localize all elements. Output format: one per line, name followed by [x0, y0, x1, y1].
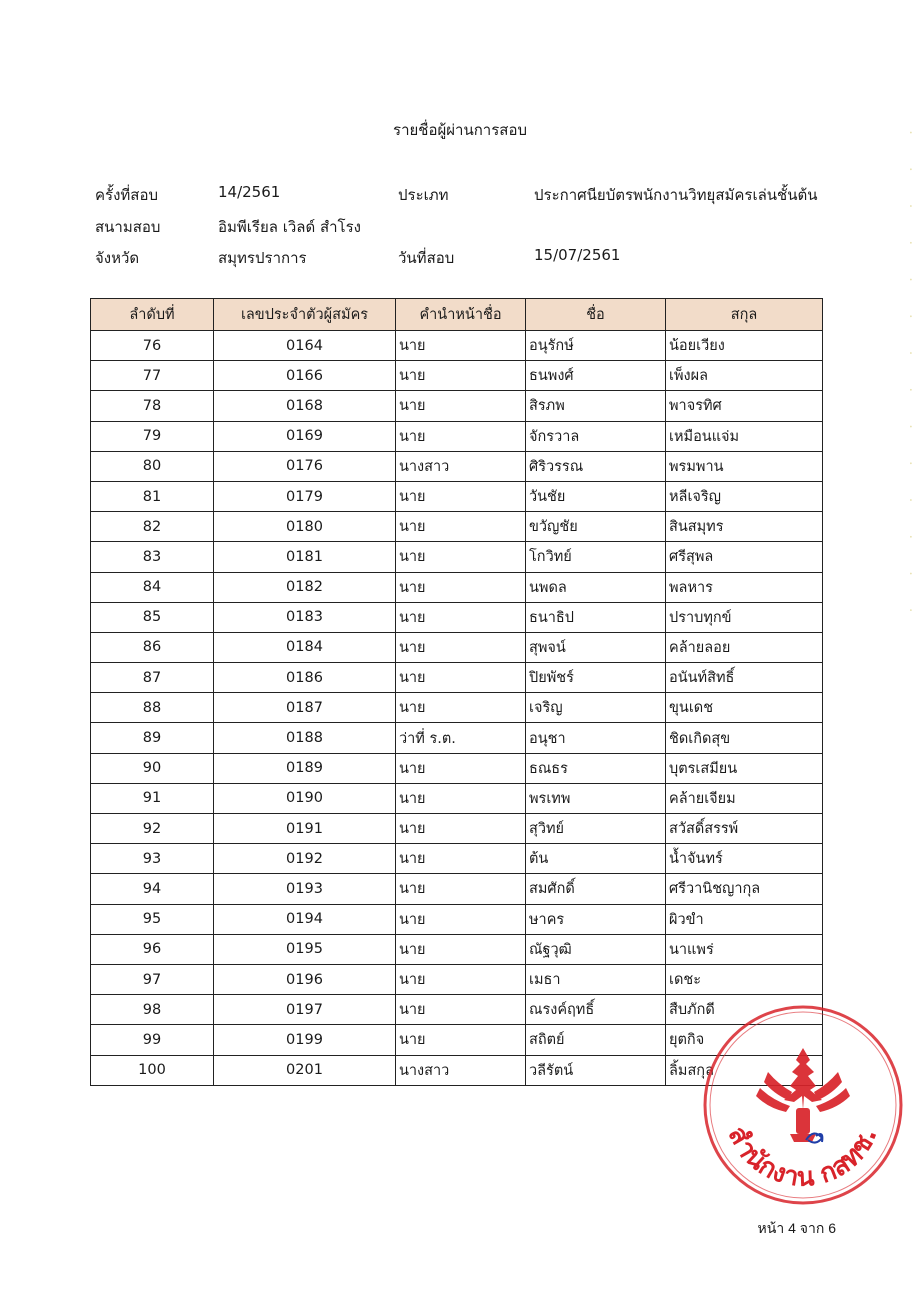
cell-last-name: พาจรทิศ: [666, 391, 823, 421]
type-value: ประกาศนียบัตรพนักงานวิทยุสมัครเล่นชั้นต้น: [534, 186, 818, 204]
cell-order: 96: [91, 934, 214, 964]
cell-prefix: นาย: [396, 1025, 526, 1055]
cell-order: 90: [91, 753, 214, 783]
cell-last-name: หลีเจริญ: [666, 481, 823, 511]
venue-value: อิมพีเรียล เวิลด์ สำโรง: [218, 218, 361, 236]
cell-order: 79: [91, 421, 214, 451]
cell-first-name: สุวิทย์: [526, 814, 666, 844]
cell-last-name: ปราบทุกข์: [666, 602, 823, 632]
cell-first-name: อนุรักษ์: [526, 331, 666, 361]
cell-order: 78: [91, 391, 214, 421]
cell-prefix: นาย: [396, 572, 526, 602]
cell-last-name: คล้ายลอย: [666, 632, 823, 662]
cell-last-name: น้อยเวียง: [666, 331, 823, 361]
cell-first-name: ศิริวรรณ: [526, 451, 666, 481]
cell-prefix: นาย: [396, 874, 526, 904]
table-row: [91, 572, 823, 602]
cell-last-name: ลิ้มสกุล: [666, 1055, 823, 1085]
table-row: [91, 753, 823, 783]
cell-prefix: นาย: [396, 904, 526, 934]
cell-applicant-id: 0180: [214, 512, 396, 542]
table-row: [91, 844, 823, 874]
cell-prefix: นาย: [396, 542, 526, 572]
cell-order: 94: [91, 874, 214, 904]
cell-first-name: สมศักดิ์: [526, 874, 666, 904]
cell-applicant-id: 0187: [214, 693, 396, 723]
cell-order: 88: [91, 693, 214, 723]
cell-applicant-id: 0181: [214, 542, 396, 572]
cell-first-name: สิรภพ: [526, 391, 666, 421]
cell-prefix: นาย: [396, 783, 526, 813]
cell-prefix: นาย: [396, 995, 526, 1025]
cell-prefix: นาย: [396, 632, 526, 662]
table-row: [91, 723, 823, 753]
cell-order: 77: [91, 361, 214, 391]
cell-first-name: ขวัญชัย: [526, 512, 666, 542]
table-row: [91, 814, 823, 844]
cell-first-name: ปิยพัชร์: [526, 663, 666, 693]
cell-last-name: ขุนเดช: [666, 693, 823, 723]
table-row: [91, 542, 823, 572]
cell-first-name: ณรงค์ฤทธิ์: [526, 995, 666, 1025]
table-row: [91, 904, 823, 934]
cell-order: 100: [91, 1055, 214, 1085]
table-row: [91, 663, 823, 693]
cell-prefix: นาย: [396, 844, 526, 874]
cell-order: 76: [91, 331, 214, 361]
cell-first-name: จักรวาล: [526, 421, 666, 451]
cell-prefix: นาย: [396, 421, 526, 451]
table-row: [91, 964, 823, 994]
cell-first-name: เจริญ: [526, 693, 666, 723]
cell-applicant-id: 0191: [214, 814, 396, 844]
table-row: [91, 421, 823, 451]
table-row: [91, 874, 823, 904]
cell-first-name: เมธา: [526, 964, 666, 994]
cell-last-name: เพ็งผล: [666, 361, 823, 391]
column-header-order: ลำดับที่: [91, 299, 214, 331]
cell-first-name: ธณธร: [526, 753, 666, 783]
cell-order: 97: [91, 964, 214, 994]
cell-order: 85: [91, 602, 214, 632]
cell-applicant-id: 0197: [214, 995, 396, 1025]
cell-order: 99: [91, 1025, 214, 1055]
cell-prefix: นางสาว: [396, 451, 526, 481]
cell-prefix: นาย: [396, 361, 526, 391]
cell-prefix: นาย: [396, 331, 526, 361]
cell-first-name: สุพจน์: [526, 632, 666, 662]
cell-first-name: วลีรัตน์: [526, 1055, 666, 1085]
cell-first-name: อนุชา: [526, 723, 666, 753]
cell-last-name: อนันท์สิทธิ์: [666, 663, 823, 693]
cell-order: 86: [91, 632, 214, 662]
cell-applicant-id: 0193: [214, 874, 396, 904]
page-number: หน้า 4 จาก 6: [757, 1220, 836, 1236]
cell-applicant-id: 0199: [214, 1025, 396, 1055]
cell-order: 89: [91, 723, 214, 753]
venue-label: สนามสอบ: [95, 218, 161, 236]
cell-prefix: นาย: [396, 602, 526, 632]
cell-order: 82: [91, 512, 214, 542]
cell-applicant-id: 0196: [214, 964, 396, 994]
column-header-applicant-id: เลขประจำตัวผู้สมัคร: [214, 299, 396, 331]
cell-last-name: สินสมุทร: [666, 512, 823, 542]
cell-applicant-id: 0166: [214, 361, 396, 391]
cell-order: 93: [91, 844, 214, 874]
exam-date-value: 15/07/2561: [534, 246, 621, 264]
cell-last-name: เดชะ: [666, 964, 823, 994]
cell-prefix: ว่าที่ ร.ต.: [396, 723, 526, 753]
cell-prefix: นาย: [396, 753, 526, 783]
type-label: ประเภท: [398, 186, 449, 204]
cell-last-name: ศรีสุพล: [666, 542, 823, 572]
cell-first-name: นพดล: [526, 572, 666, 602]
cell-first-name: ธนพงศ์: [526, 361, 666, 391]
cell-last-name: สวัสดิ์สรรพ์: [666, 814, 823, 844]
cell-prefix: นาย: [396, 814, 526, 844]
cell-applicant-id: 0194: [214, 904, 396, 934]
province-value: สมุทรปราการ: [218, 249, 307, 267]
table-row: [91, 934, 823, 964]
cell-applicant-id: 0179: [214, 481, 396, 511]
cell-applicant-id: 0164: [214, 331, 396, 361]
cell-last-name: บุตรเสมียน: [666, 753, 823, 783]
cell-first-name: ษาคร: [526, 904, 666, 934]
cell-last-name: ยุตกิจ: [666, 1025, 823, 1055]
table-row: [91, 783, 823, 813]
cell-prefix: นาย: [396, 512, 526, 542]
cell-applicant-id: 0195: [214, 934, 396, 964]
cell-applicant-id: 0186: [214, 663, 396, 693]
stamp-graphic: [698, 1000, 908, 1210]
cell-applicant-id: 0190: [214, 783, 396, 813]
table-row: [91, 512, 823, 542]
cell-order: 92: [91, 814, 214, 844]
stamp-text: สำนักงาน กสทช.: [721, 1121, 884, 1193]
cell-order: 83: [91, 542, 214, 572]
cell-last-name: พลหาร: [666, 572, 823, 602]
cell-first-name: สถิตย์: [526, 1025, 666, 1055]
table-header-row: [91, 299, 823, 331]
table-row: [91, 602, 823, 632]
cell-last-name: ผิวขำ: [666, 904, 823, 934]
cell-order: 91: [91, 783, 214, 813]
cell-applicant-id: 0168: [214, 391, 396, 421]
cell-last-name: น้ำจันทร์: [666, 844, 823, 874]
cell-applicant-id: 0183: [214, 602, 396, 632]
cell-prefix: นาย: [396, 481, 526, 511]
cell-first-name: ณัฐวุฒิ: [526, 934, 666, 964]
official-stamp: [698, 1000, 908, 1210]
cell-applicant-id: 0184: [214, 632, 396, 662]
cell-order: 81: [91, 481, 214, 511]
cell-applicant-id: 0189: [214, 753, 396, 783]
cell-applicant-id: 0169: [214, 421, 396, 451]
garuda-emblem-icon: [756, 1048, 850, 1142]
table-row: [91, 451, 823, 481]
cell-last-name: คล้ายเจียม: [666, 783, 823, 813]
province-label: จังหวัด: [95, 249, 140, 267]
cell-prefix: นาย: [396, 391, 526, 421]
cell-prefix: นาย: [396, 693, 526, 723]
cell-first-name: ต้น: [526, 844, 666, 874]
cell-order: 80: [91, 451, 214, 481]
document-title: รายชื่อผู้ผ่านการสอบ: [393, 121, 527, 139]
cell-first-name: พรเทพ: [526, 783, 666, 813]
column-header-last-name: สกุล: [666, 299, 823, 331]
cell-last-name: ศรีวานิชญากุล: [666, 874, 823, 904]
cell-last-name: สืบภักดี: [666, 995, 823, 1025]
round-label: ครั้งที่สอบ: [95, 186, 158, 204]
column-header-prefix: คำนำหน้าชื่อ: [396, 299, 526, 331]
table-row: [91, 331, 823, 361]
cell-prefix: นาย: [396, 964, 526, 994]
cell-last-name: พรมพาน: [666, 451, 823, 481]
faint-watermark: · · · · · · · · · · · · · ·: [902, 130, 918, 627]
cell-first-name: โกวิทย์: [526, 542, 666, 572]
cell-order: 95: [91, 904, 214, 934]
cell-applicant-id: 0201: [214, 1055, 396, 1085]
cell-first-name: วันชัย: [526, 481, 666, 511]
table-row: [91, 632, 823, 662]
cell-applicant-id: 0176: [214, 451, 396, 481]
column-header-first-name: ชื่อ: [526, 299, 666, 331]
cell-prefix: นาย: [396, 663, 526, 693]
cell-prefix: นางสาว: [396, 1055, 526, 1085]
cell-order: 98: [91, 995, 214, 1025]
cell-applicant-id: 0182: [214, 572, 396, 602]
cell-last-name: ชิดเกิดสุข: [666, 723, 823, 753]
cell-applicant-id: 0188: [214, 723, 396, 753]
cell-order: 84: [91, 572, 214, 602]
passed-candidates-table: [90, 298, 823, 1086]
cell-last-name: เหมือนแจ่ม: [666, 421, 823, 451]
cell-last-name: นาแพร่: [666, 934, 823, 964]
table-row: [91, 361, 823, 391]
cell-applicant-id: 0192: [214, 844, 396, 874]
exam-date-label: วันที่สอบ: [398, 249, 455, 267]
cell-first-name: ธนาธิป: [526, 602, 666, 632]
table-row: [91, 693, 823, 723]
cell-order: 87: [91, 663, 214, 693]
cell-prefix: นาย: [396, 934, 526, 964]
table-row: [91, 481, 823, 511]
round-value: 14/2561: [218, 183, 281, 201]
table-row: [91, 391, 823, 421]
